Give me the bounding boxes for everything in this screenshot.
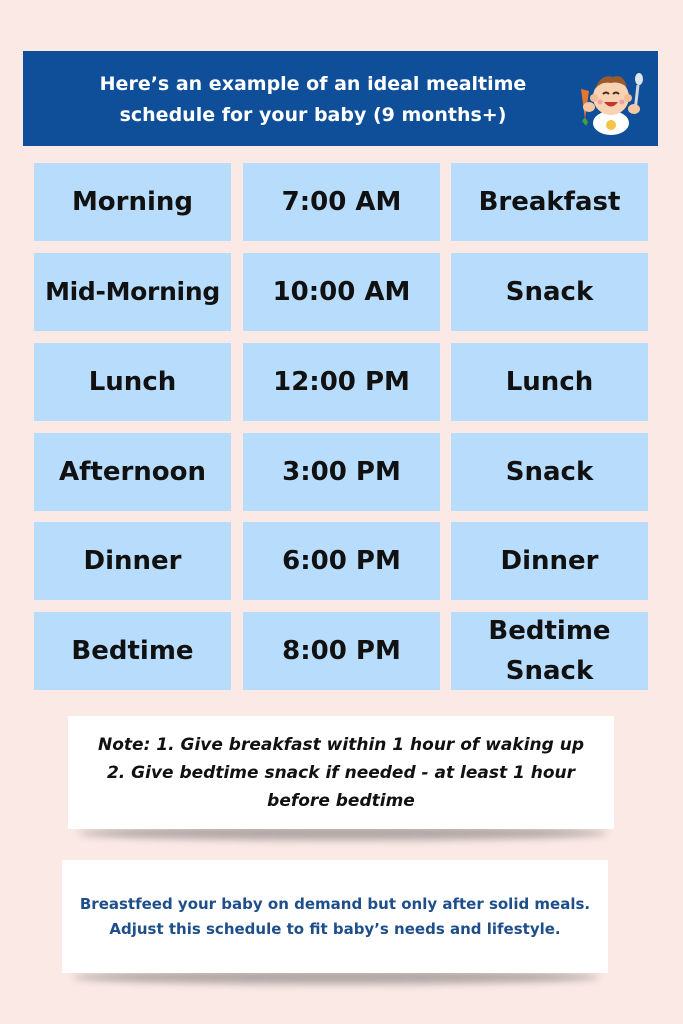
- tip-line-1: Breastfeed your baby on demand but only after solid meals.: [79, 894, 591, 913]
- meal-label-line-2: Snack: [505, 656, 594, 686]
- time-label: 12:00 PM: [273, 367, 410, 397]
- period-label: Mid-Morning: [45, 277, 220, 306]
- meal-label: Lunch: [505, 367, 594, 397]
- meal-label: Breakfast: [478, 187, 621, 217]
- time-cell-dinner: [243, 522, 440, 600]
- time-cell-mid-morning: [243, 253, 440, 331]
- time-label: 10:00 AM: [272, 277, 411, 307]
- period-label: Lunch: [88, 367, 177, 397]
- meal-cell-dinner: [451, 522, 648, 600]
- note-text: [98, 731, 584, 815]
- time-cell-lunch: [243, 343, 440, 421]
- period-label: Bedtime: [71, 636, 194, 666]
- time-label: 7:00 AM: [281, 187, 402, 217]
- note-line-1: Note: 1. Give breakfast within 1 hour of waking up: [98, 734, 584, 755]
- period-label: Afternoon: [58, 457, 207, 487]
- period-cell-morning: [34, 163, 231, 241]
- period-cell-lunch: [34, 343, 231, 421]
- period-label: Dinner: [83, 546, 182, 576]
- title-line-1: Here’s an example of an ideal mealtime: [99, 73, 527, 95]
- period-cell-bedtime: [34, 612, 231, 690]
- period-label: Morning: [71, 187, 194, 217]
- period-cell-dinner: [34, 522, 231, 600]
- title-line-2: schedule for your baby (9 months+): [119, 104, 507, 126]
- period-cell-mid-morning: [34, 253, 231, 331]
- time-label: 6:00 PM: [282, 546, 401, 576]
- period-cell-afternoon: [34, 433, 231, 511]
- header-banner: [23, 51, 658, 146]
- meal-cell-afternoon: [451, 433, 648, 511]
- note-box: [68, 716, 614, 829]
- tip-text: [80, 892, 590, 942]
- meal-cell-bedtime: [451, 612, 648, 690]
- meal-label: [488, 611, 610, 691]
- time-cell-bedtime: [243, 612, 440, 690]
- time-cell-morning: [243, 163, 440, 241]
- tip-box: [62, 860, 608, 973]
- note-line-2: 2. Give bedtime snack if needed - at least 1 hour: [106, 762, 576, 783]
- meal-label-line-1: Bedtime: [488, 616, 611, 646]
- time-label: 3:00 PM: [282, 457, 401, 487]
- tip-line-2: Adjust this schedule to fit baby’s needs and lifestyle.: [109, 919, 561, 938]
- baby-with-spoon-and-carrot-icon: [571, 61, 651, 141]
- time-cell-afternoon: [243, 433, 440, 511]
- meal-cell-mid-morning: [451, 253, 648, 331]
- meal-label: Snack: [505, 457, 594, 487]
- meal-cell-lunch: [451, 343, 648, 421]
- page-title: [63, 69, 563, 131]
- meal-label: Dinner: [500, 546, 599, 576]
- note-line-3: before bedtime: [267, 790, 415, 811]
- meal-label: Snack: [505, 277, 594, 307]
- time-label: 8:00 PM: [282, 636, 401, 666]
- meal-cell-morning: [451, 163, 648, 241]
